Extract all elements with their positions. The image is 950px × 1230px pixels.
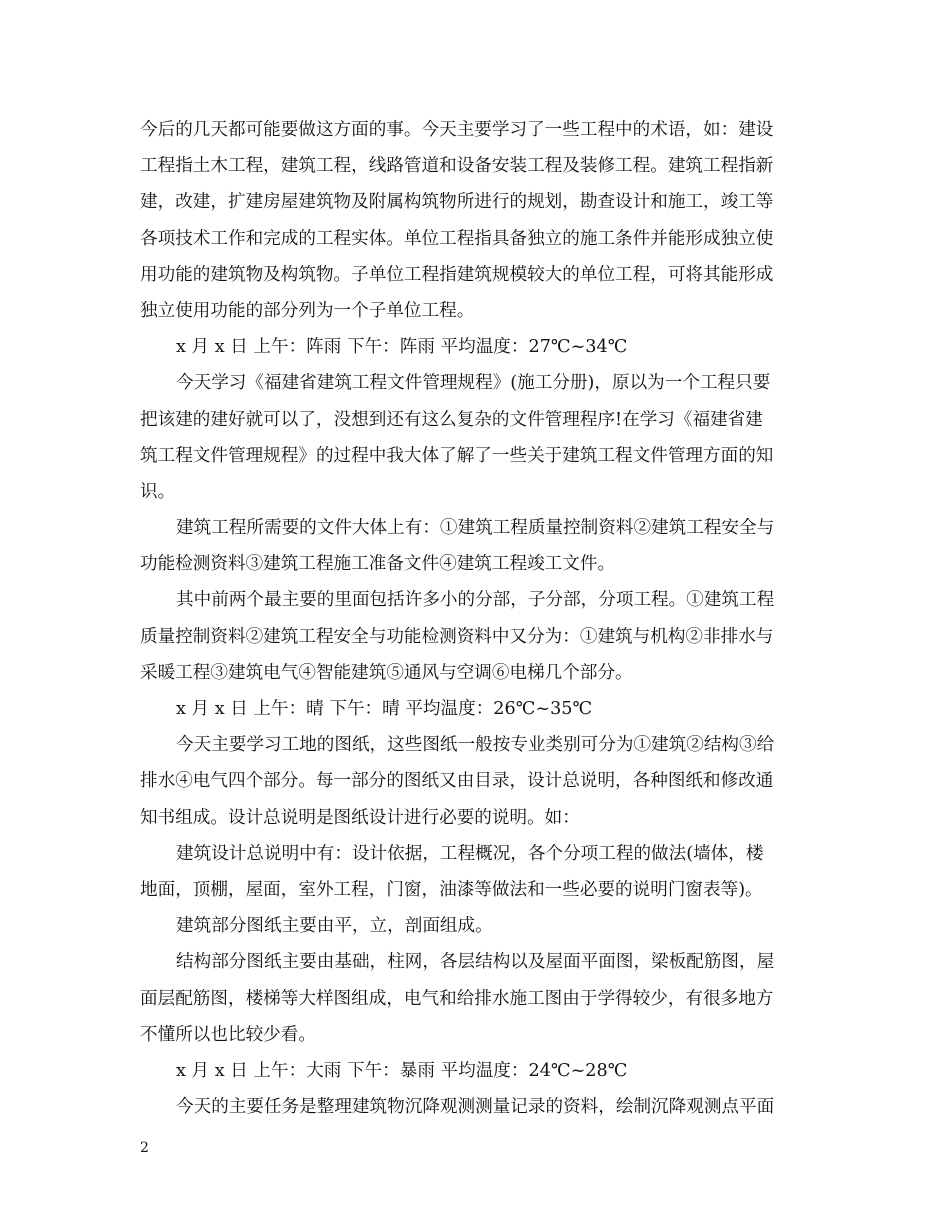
text-line: 工程指土木工程，建筑工程，线路管道和设备安装工程及装修工程。建筑工程指新: [140, 156, 774, 177]
document-body: [140, 112, 812, 1125]
text-line: 建，改建，扩建房屋建筑物及附属构筑物所进行的规划，勘查设计和施工，竣工等: [140, 192, 774, 213]
text-line: x 月 x 日 上午：晴 下午：晴 平均温度：26℃~35℃: [176, 699, 593, 719]
text-line: 质量控制资料②建筑工程安全与功能检测资料中又分为：①建筑与机构②非排水与: [140, 626, 774, 647]
text-line: 不懂所以也比较少看。: [140, 1024, 316, 1045]
text-line: 今天主要学习工地的图纸，这些图纸一般按专业类别可分为①建筑②结构③给: [176, 735, 775, 756]
page-number: 2: [140, 1140, 149, 1156]
text-line: 面层配筋图，楼梯等大样图组成，电气和给排水施工图由于学得较少，有很多地方: [140, 988, 774, 1009]
text-line: 各项技术工作和完成的工程实体。单位工程指具备独立的施工条件并能形成独立使: [140, 228, 774, 249]
text-line: 把该建的建好就可以了，没想到还有这么复杂的文件管理程序!在学习《福建省建: [140, 409, 763, 430]
text-line: 独立使用功能的部分列为一个子单位工程。: [140, 300, 475, 321]
text-line: x 月 x 日 上午：大雨 下午：暴雨 平均温度：24℃~28℃: [176, 1060, 628, 1081]
text-line: x 月 x 日 上午：阵雨 下午：阵雨 平均温度：27℃~34℃: [176, 337, 628, 358]
text-line: 建筑设计总说明中有：设计依据，工程概况，各个分项工程的做法(墙体，楼: [176, 843, 764, 864]
text-line: 建筑工程所需要的文件大体上有：①建筑工程质量控制资料②建筑工程安全与: [176, 518, 775, 539]
text-line: 结构部分图纸主要由基础，柱网，各层结构以及屋面平面图，梁板配筋图，屋: [176, 952, 775, 973]
text-line: 建筑部分图纸主要由平，立，剖面组成。: [176, 916, 493, 937]
text-line: 今天学习《福建省建筑工程文件管理规程》(施工分册)，原以为一个工程只要: [176, 373, 771, 394]
text-line: 采暖工程③建筑电气④智能建筑⑤通风与空调⑥电梯几个部分。: [140, 662, 633, 683]
text-line: 用功能的建筑物及构筑物。子单位工程指建筑规模较大的单位工程，可将其能形成: [140, 264, 774, 285]
text-line: 功能检测资料③建筑工程施工准备文件④建筑工程竣工文件。: [140, 554, 616, 575]
text-line: 排水④电气四个部分。每一部分的图纸又由目录，设计总说明，各种图纸和修改通: [140, 771, 774, 792]
text-line: 今后的几天都可能要做这方面的事。今天主要学习了一些工程中的术语，如：建设: [140, 120, 774, 140]
text-line: 识。: [140, 481, 176, 502]
text-line: 筑工程文件管理规程》的过程中我大体了解了一些关于建筑工程文件管理方面的知: [140, 445, 774, 466]
text-line: 地面，顶棚，屋面，室外工程，门窗，油漆等做法和一些必要的说明门窗表等)。: [140, 879, 763, 900]
text-line: 今天的主要任务是整理建筑物沉降观测测量记录的资料，绘制沉降观测点平面: [176, 1097, 775, 1118]
text-line: 其中前两个最主要的里面包括许多小的分部，子分部，分项工程。①建筑工程: [176, 590, 775, 611]
text-line: 知书组成。设计总说明是图纸设计进行必要的说明。如：: [140, 807, 580, 828]
